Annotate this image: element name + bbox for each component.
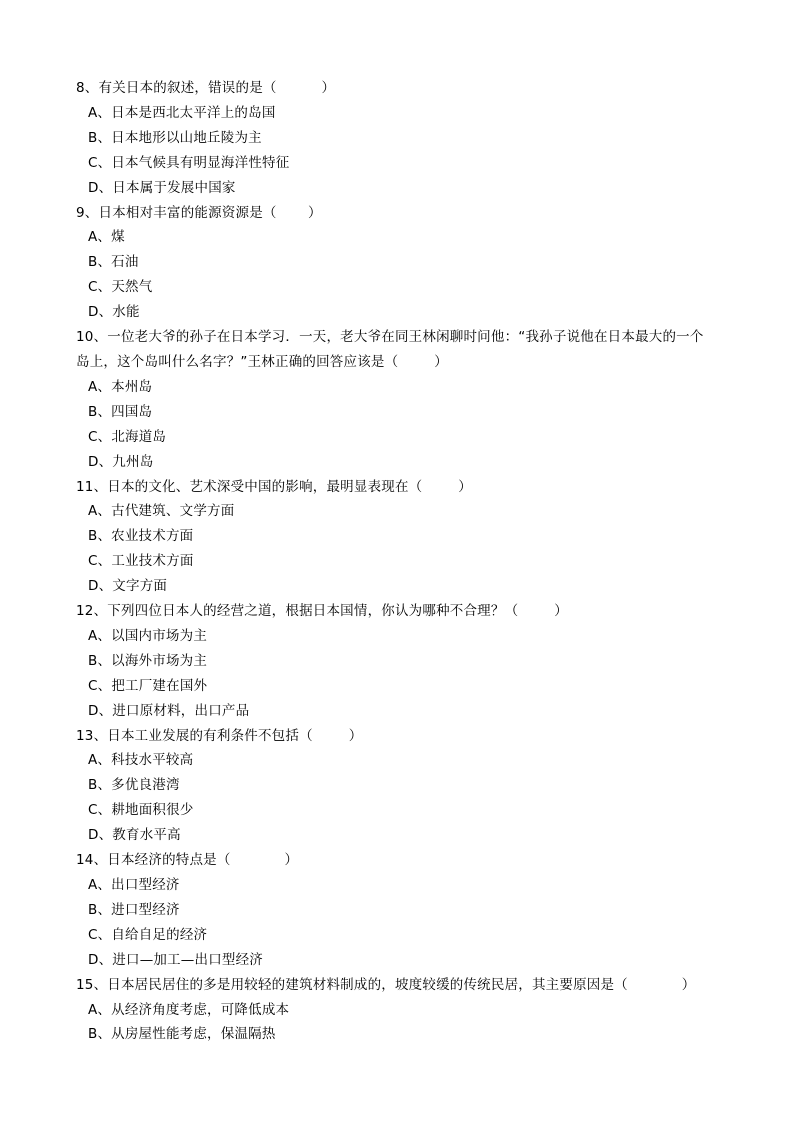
question-stem: 11、日本的文化、艺术深受中国的影响，最明显表现在（ ） bbox=[76, 478, 473, 495]
option-a: A、科技水平较高 bbox=[88, 752, 194, 769]
question-list bbox=[76, 76, 736, 1047]
option-b: B、进口型经济 bbox=[88, 901, 180, 918]
option-a: A、日本是西北太平洋上的岛国 bbox=[88, 104, 276, 121]
option-b: B、四国岛 bbox=[88, 403, 153, 420]
question-12 bbox=[76, 599, 736, 724]
option-b: B、以海外市场为主 bbox=[88, 652, 208, 669]
question-10 bbox=[76, 325, 736, 474]
question-15 bbox=[76, 973, 736, 1048]
question-stem: 13、日本工业发展的有利条件不包括（ ） bbox=[76, 727, 363, 744]
question-stem: 8、有关日本的叙述，错误的是（ ） bbox=[76, 80, 336, 96]
option-a: A、出口型经济 bbox=[88, 877, 180, 893]
option-c: C、日本气候具有明显海洋性特征 bbox=[88, 154, 290, 171]
option-c: C、天然气 bbox=[88, 279, 153, 296]
option-b: B、多优良港湾 bbox=[88, 777, 180, 794]
option-c: C、耕地面积很少 bbox=[88, 802, 194, 819]
question-11 bbox=[76, 475, 736, 600]
question-13 bbox=[76, 724, 736, 849]
option-b: B、农业技术方面 bbox=[88, 528, 194, 545]
option-d: D、水能 bbox=[88, 304, 140, 321]
question-stem: 12、下列四位日本人的经营之道，根据日本国情，你认为哪种不合理？（ ） bbox=[76, 603, 568, 620]
option-a: A、煤 bbox=[88, 229, 125, 246]
option-c: C、工业技术方面 bbox=[88, 553, 194, 570]
option-a: A、以国内市场为主 bbox=[88, 627, 208, 644]
question-9 bbox=[76, 201, 736, 326]
question-stem: 14、日本经济的特点是（ ） bbox=[76, 852, 299, 869]
question-stem: 15、日本居民居住的多是用较轻的建筑材料制成的，坡度较缓的传统民居，其主要原因是（ ） bbox=[76, 976, 696, 993]
question-stem: 9、日本相对丰富的能源资源是（ ） bbox=[76, 204, 322, 221]
question-stem: 10、一位老大爷的孙子在日本学习．一天，老大爷在同王林闲聊时问他：“我孙子说他在日本最大的一个 bbox=[76, 329, 704, 346]
option-d: D、日本属于发展中国家 bbox=[88, 179, 236, 196]
option-d: D、九州岛 bbox=[88, 453, 154, 470]
option-c: C、把工厂建在国外 bbox=[88, 677, 208, 694]
option-d: D、进口—加工—出口型经济 bbox=[88, 951, 263, 968]
question-14 bbox=[76, 848, 736, 973]
option-a: A、古代建筑、文学方面 bbox=[88, 503, 235, 520]
option-b: B、日本地形以山地丘陵为主 bbox=[88, 129, 262, 146]
option-d: D、文字方面 bbox=[88, 578, 168, 595]
option-a: A、从经济角度考虑，可降低成本 bbox=[88, 1001, 290, 1018]
option-b: B、石油 bbox=[88, 254, 139, 271]
option-a: A、本州岛 bbox=[88, 378, 153, 395]
question-stem-continued: 岛上，这个岛叫什么名字？”王林正确的回答应该是（ ） bbox=[76, 353, 448, 370]
question-8 bbox=[76, 76, 736, 201]
option-c: C、自给自足的经济 bbox=[88, 926, 208, 943]
option-d: D、进口原材料，出口产品 bbox=[88, 702, 250, 719]
option-b: B、从房屋性能考虑，保温隔热 bbox=[88, 1026, 276, 1043]
option-d: D、教育水平高 bbox=[88, 827, 181, 844]
option-c: C、北海道岛 bbox=[88, 428, 167, 445]
